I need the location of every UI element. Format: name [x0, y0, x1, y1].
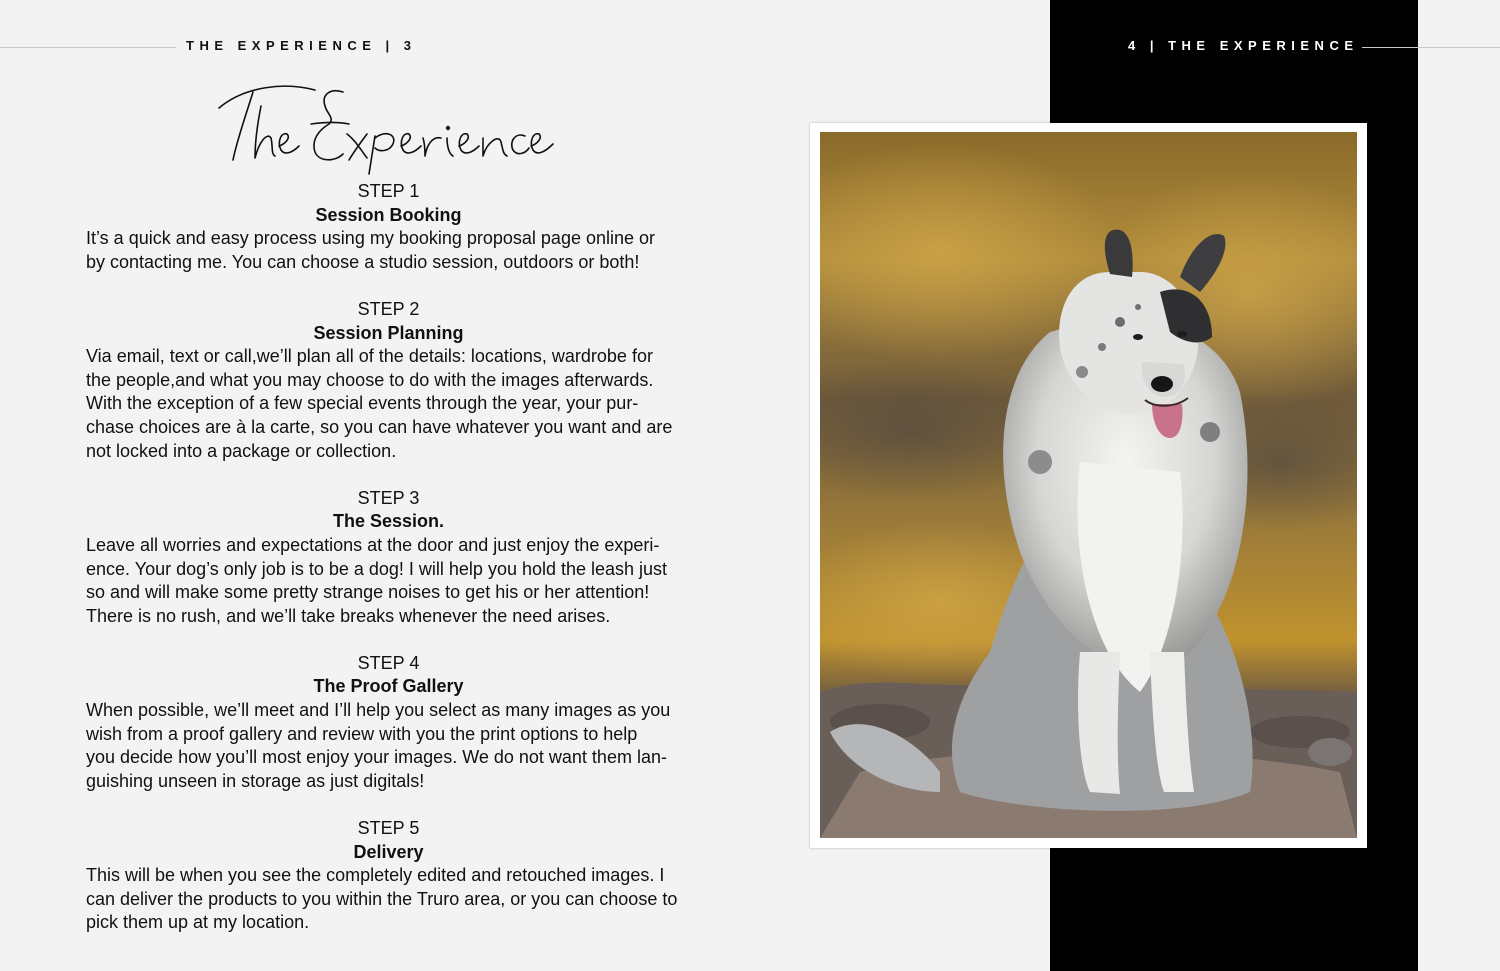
- script-title: [215, 68, 555, 178]
- step-label: STEP 3: [357, 487, 420, 508]
- dog-illustration: [820, 132, 1357, 838]
- step-body: It’s a quick and easy process using my booking proposal page online or by contacting me. You can choose a studio session, outdoors or both!: [86, 228, 656, 272]
- step-5: [86, 817, 696, 935]
- steps-list: [86, 180, 696, 959]
- step-4: [86, 652, 696, 794]
- step-heading: Session Booking: [315, 204, 462, 225]
- step-label: STEP 5: [357, 818, 420, 839]
- step-label: STEP 1: [357, 181, 420, 201]
- step-body: Via email, text or call,we’ll plan all of the details: locations, wardrobe for the people,and what you may choose to do with the images afterwards. With the exception of a few special events through the year, your pur- chase choices are à la carte, so you can have whatever you want and are not locked into a package or collection.: [86, 346, 673, 461]
- header-rule-right: [1362, 47, 1500, 48]
- step-2: [86, 298, 696, 463]
- step-label: STEP 2: [357, 298, 420, 319]
- page-header-right: 4 | THE EXPERIENCE: [1128, 38, 1359, 53]
- step-heading: Session Planning: [313, 322, 464, 343]
- step-body: This will be when you see the completely edited and retouched images. I can deliver the products to you within the Truro area, or you can choose to pick them up at my location.: [86, 865, 678, 933]
- header-rule-left: [0, 47, 176, 48]
- dog-photo: [820, 132, 1357, 838]
- photo-frame: [810, 123, 1367, 848]
- step-1: [86, 180, 696, 274]
- step-3: [86, 487, 696, 629]
- step-heading: Delivery: [353, 841, 424, 862]
- step-body: Leave all worries and expectations at the door and just enjoy the experi- ence. Your dog’s only job is to be a dog! I will help you hold the leash just so and will make some pretty strange noises to get his or her attention! There is no rush, and we’ll take breaks whenever the need arises.: [86, 534, 668, 626]
- step-label: STEP 4: [357, 652, 420, 673]
- step-heading: The Session.: [332, 511, 445, 532]
- page-header-left: THE EXPERIENCE | 3: [186, 38, 417, 53]
- step-heading: The Proof Gallery: [313, 676, 464, 697]
- step-body: When possible, we’ll meet and I’ll help you select as many images as you wish from a proof gallery and review with you the print options to help you decide how you’ll most enjoy your images. We do not want them lan- guishing unseen in storage as just digitals!: [86, 700, 671, 791]
